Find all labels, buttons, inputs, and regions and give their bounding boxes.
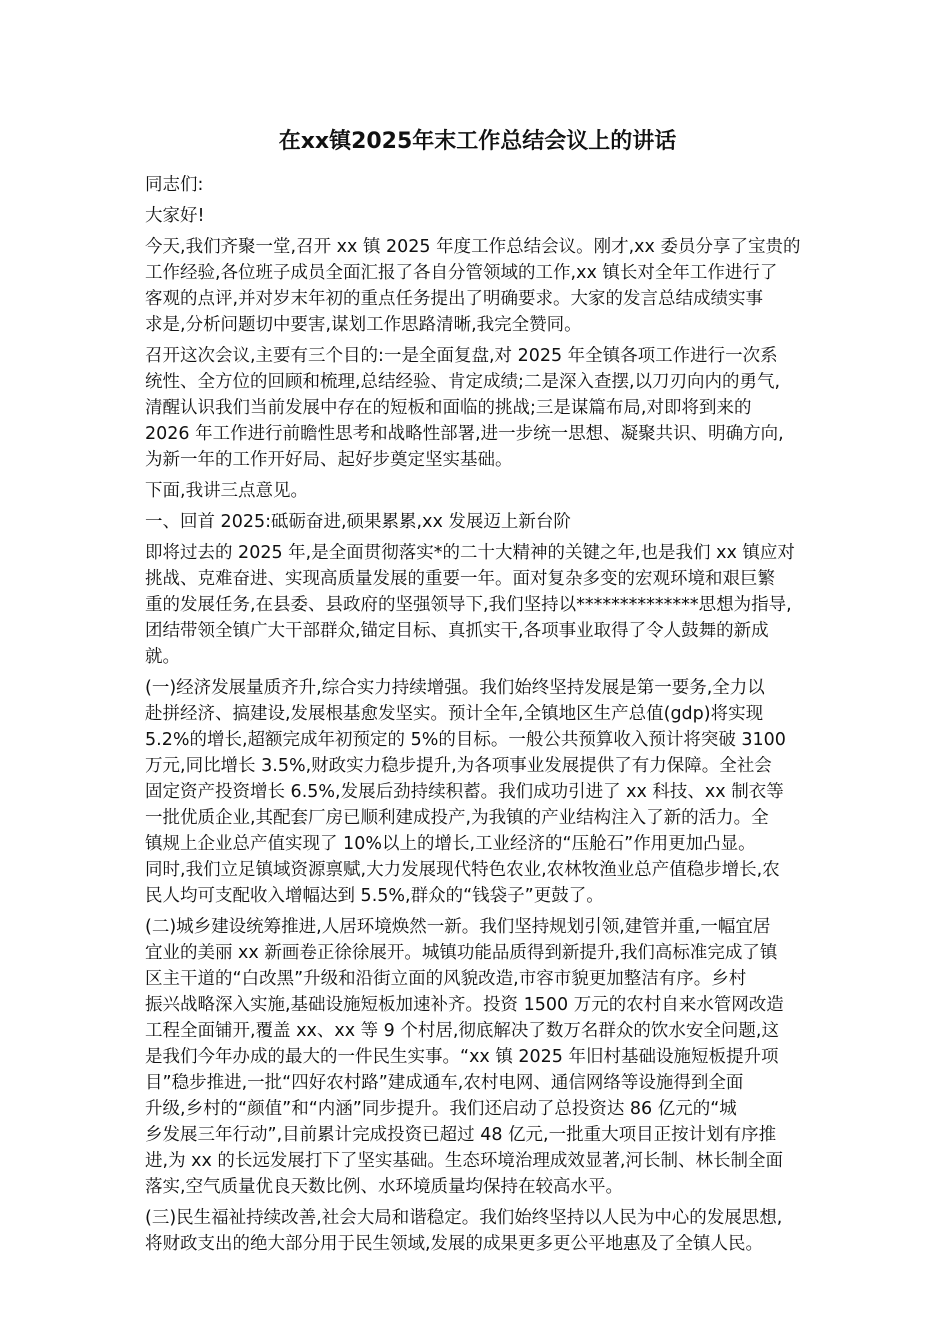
text-line: 振兴战略深入实施,基础设施短板加速补齐。投资 1500 万元的农村自来水管网改造 (145, 995, 784, 1015)
text-line: 团结带领全镇广大干部群众,锚定目标、真抓实干,各项事业取得了令人鼓舞的新成 (145, 621, 769, 641)
text-line: 目”稳步推进,一批“四好农村路”建成通车,农村电网、通信网络等设施得到全面 (145, 1073, 744, 1093)
text-line: 今天,我们齐聚一堂,召开 xx 镇 2025 年度工作总结会议。刚才,xx 委员分享了宝贵的 (145, 237, 801, 257)
text-line: 下面,我讲三点意见。 (145, 481, 309, 501)
text-line: 镇规上企业总产值实现了 10%以上的增长,工业经济的“压舱石”作用更加凸显。 (145, 834, 756, 854)
text-line: (一)经济发展量质齐升,综合实力持续增强。我们始终坚持发展是第一要务,全力以 (145, 678, 765, 698)
text-line: 区主干道的“白改黑”升级和沿街立面的风貌改造,市容市貌更加整洁有序。乡村 (145, 969, 747, 989)
paragraph-purpose (145, 343, 810, 473)
text-line: 进,为 xx 的长远发展打下了坚实基础。生态环境治理成效显著,河长制、林长制全面 (145, 1151, 783, 1171)
text-line: 落实,空气质量优良天数比例、水环境质量均保持在较高水平。 (145, 1177, 624, 1197)
text-line: 一、回首 2025:砥砺奋进,硕果累累,xx 发展迈上新台阶 (145, 512, 571, 532)
paragraph-economy (145, 675, 810, 909)
text-line: 乡发展三年行动”,目前累计完成投资已超过 48 亿元,一批重大项目正按计划有序推 (145, 1125, 777, 1145)
paragraph-intro (145, 478, 810, 504)
text-line: (二)城乡建设统筹推进,人居环境焕然一新。我们坚持规划引领,建管并重,一幅宜居 (145, 917, 771, 937)
document-title: 在xx镇2025年末工作总结会议上的讲话 (278, 129, 677, 154)
paragraph-urban-rural (145, 914, 810, 1200)
text-line: 民人均可支配收入增幅达到 5.5%,群众的“钱袋子”更鼓了。 (145, 886, 604, 906)
text-line: 宜业的美丽 xx 新画卷正徐徐展开。城镇功能品质得到新提升,我们高标准完成了镇 (145, 943, 778, 963)
text-line: 清醒认识我们当前发展中存在的短板和面临的挑战;三是谋篇布局,对即将到来的 (145, 398, 752, 418)
text-line: 求是,分析问题切中要害,谋划工作思路清晰,我完全赞同。 (145, 315, 582, 335)
text-line: (三)民生福祉持续改善,社会大局和谐稳定。我们始终坚持以人民为中心的发展思想, (145, 1208, 783, 1228)
text-line: 召开这次会议,主要有三个目的:一是全面复盘,对 2025 年全镇各项工作进行一次系 (145, 346, 778, 366)
text-line: 工作经验,各位班子成员全面汇报了各自分管领域的工作,xx 镇长对全年工作进行了 (145, 263, 778, 283)
paragraph-opening (145, 234, 810, 338)
text-line: 挑战、克难奋进、实现高质量发展的重要一年。面对复杂多变的宏观环境和艰巨繁 (145, 569, 775, 589)
paragraph-section-1-heading (145, 509, 810, 535)
document-page (145, 124, 810, 1257)
text-line: 是我们今年办成的最大的一件民生实事。“xx 镇 2025 年旧村基础设施短板提升项 (145, 1047, 779, 1067)
paragraph-section-1-intro (145, 540, 810, 670)
paragraph-livelihood (145, 1205, 810, 1257)
text-line: 将财政支出的绝大部分用于民生领域,发展的成果更多更公平地惠及了全镇人民。 (145, 1234, 764, 1254)
text-line: 统性、全方位的回顾和梳理,总结经验、肯定成绩;二是深入查摆,以刀刃向内的勇气, (145, 372, 781, 392)
text-line: 同志们: (145, 175, 204, 195)
text-line: 为新一年的工作开好局、起好步奠定坚实基础。 (145, 450, 513, 470)
text-line: 万元,同比增长 3.5%,财政实力稳步提升,为各项事业发展提供了有力保障。全社会 (145, 756, 772, 776)
text-line: 升级,乡村的“颜值”和“内涵”同步提升。我们还启动了总投资达 86 亿元的“城 (145, 1099, 737, 1119)
text-line: 大家好! (145, 206, 205, 226)
text-line: 重的发展任务,在县委、县政府的坚强领导下,我们坚持以**************思想为指导, (145, 595, 792, 615)
text-line: 固定资产投资增长 6.5%,发展后劲持续积蓄。我们成功引进了 xx 科技、xx 制衣等 (145, 782, 784, 802)
paragraph-salutation (145, 172, 810, 198)
text-line: 2026 年工作进行前瞻性思考和战略性部署,进一步统一思想、凝聚共识、明确方向, (145, 424, 784, 444)
text-line: 就。 (145, 647, 180, 667)
text-line: 客观的点评,并对岁末年初的重点任务提出了明确要求。大家的发言总结成绩实事 (145, 289, 764, 309)
text-line: 即将过去的 2025 年,是全面贯彻落实*的二十大精神的关键之年,也是我们 xx 镇应对 (145, 543, 795, 563)
text-line: 5.2%的增长,超额完成年初预定的 5%的目标。一般公共预算收入预计将突破 3100 (145, 730, 786, 750)
paragraph-greeting (145, 203, 810, 229)
text-line: 一批优质企业,其配套厂房已顺利建成投产,为我镇的产业结构注入了新的活力。全 (145, 808, 769, 828)
text-line: 工程全面铺开,覆盖 xx、xx 等 9 个村居,彻底解决了数万名群众的饮水安全问题,这 (145, 1021, 779, 1041)
document-body (145, 172, 810, 1257)
text-line: 同时,我们立足镇域资源禀赋,大力发展现代特色农业,农林牧渔业总产值稳步增长,农 (145, 860, 780, 880)
text-line: 赴拼经济、搞建设,发展根基愈发坚实。预计全年,全镇地区生产总值(gdp)将实现 (145, 704, 764, 724)
